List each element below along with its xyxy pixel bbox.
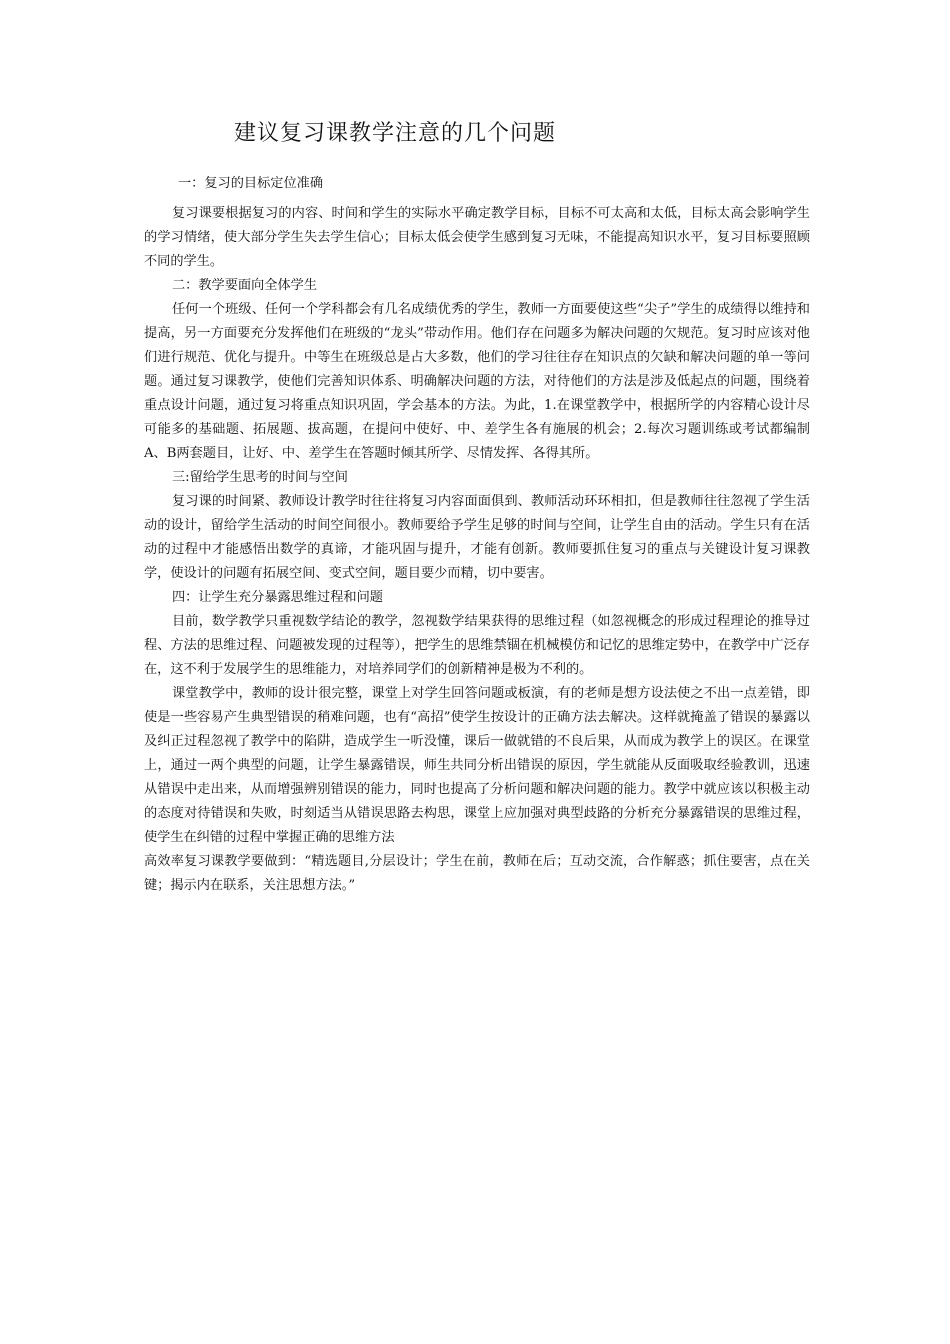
section-1-paragraph-1: 复习课要根据复习的内容、时间和学生的实际水平确定教学目标，目标不可太高和太低，目标太高会影响学生的学习情绪，使大部分学生失去学生信心；目标太低会使学生感到复习无味，不能提高知识水平，复习目标要照顾不同的学生。: [144, 206, 810, 269]
section-3-paragraph-1: 复习课的时间紧、教师设计教学时往往将复习内容面面俱到、教师活动环环相扣，但是教师往往忽视了学生活动的设计，留给学生活动的时间空间很小。教师要给予学生足够的时间与空间，让学生自由的活动。学生只有在活动的过程中才能感悟出数学的真谛，才能巩固与提升，才能有创新。教师要抓住复习的重点与关键设计复习课教学，使设计的问题有拓展空间、变式空间，题目要少而精，切中要害。: [144, 494, 810, 581]
section-4-paragraph-2: 课堂教学中，教师的设计很完整，课堂上对学生回答问题或板演，有的老师是想方设法使之不出一点差错，即使是一些容易产生典型错误的稍难问题，也有“高招”使学生按设计的正确方法去解决。这样就掩盖了错误的暴露以及纠正过程忽视了教学中的陷阱，造成学生一听没懂，课后一做就错的不良后果，从而成为教学上的误区。在课堂上，通过一两个典型的问题，让学生暴露错误，师生共同分析出错误的原因，学生就能从反面吸取经验教训，迅速从错误中走出来，从而增强辨别错误的能力，同时也提高了分析问题和解决问题的能力。教学中就应该以积极主动的态度对待错误和失败，时刻适当从错误思路去构思，课堂上应加强对典型歧路的分析充分暴露错误的思维过程，使学生在纠错的过程中掌握正确的思维方法: [144, 686, 810, 845]
section-4-paragraph-1: 目前，数学教学只重视数学结论的教学，忽视数学结果获得的思维过程（如忽视概念的形成过程理论的推导过程、方法的思维过程、问题被发现的过程等），把学生的思维禁锢在机械模仿和记忆的思维定势中，在教学中广泛存在，这不利于发展学生的思维能力，对培养同学们的创新精神是极为不利的。: [144, 614, 810, 677]
closing-paragraph: 高效率复习课教学要做到：“精选题目,分层设计；学生在前，教师在后；互动交流，合作解惑；抓住要害，点在关键；揭示内在联系，关注思想方法。”: [144, 854, 810, 893]
section-heading-3: 三:留给学生思考的时间与空间: [172, 470, 348, 485]
section-2-paragraph-1: 任何一个班级、任何一个学科都会有几名成绩优秀的学生，教师一方面要使这些“尖子”学生的成绩得以维持和提高，另一方面要充分发挥他们在班级的“龙头”带动作用。他们存在问题多为解决问题的欠规范。复习时应该对他们进行规范、优化与提升。中等生在班级总是占大多数，他们的学习往往存在知识点的欠缺和解决问题的单一等问题。通过复习课教学，使他们完善知识体系、明确解决问题的方法，对待他们的方法是涉及低起点的问题，围绕着重点设计问题，通过复习将重点知识巩固，学会基本的方法。为此，1.在课堂教学中，根据所学的内容精心设计尽可能多的基础题、拓展题、拔高题，在提问中使好、中、差学生各有施展的机会；2.每次习题训练或考试都编制A、B两套题目，让好、中、差学生在答题时倾其所学、尽情发挥、各得其所。: [144, 302, 810, 461]
document-title: 建议复习课教学注意的几个问题: [234, 121, 557, 146]
section-heading-2: 二：教学要面向全体学生: [172, 278, 318, 293]
section-heading-4: 四：让学生充分暴露思维过程和问题: [172, 590, 383, 605]
section-heading-1: 一：复习的目标定位准确: [178, 176, 324, 191]
document-page: [144, 118, 810, 898]
